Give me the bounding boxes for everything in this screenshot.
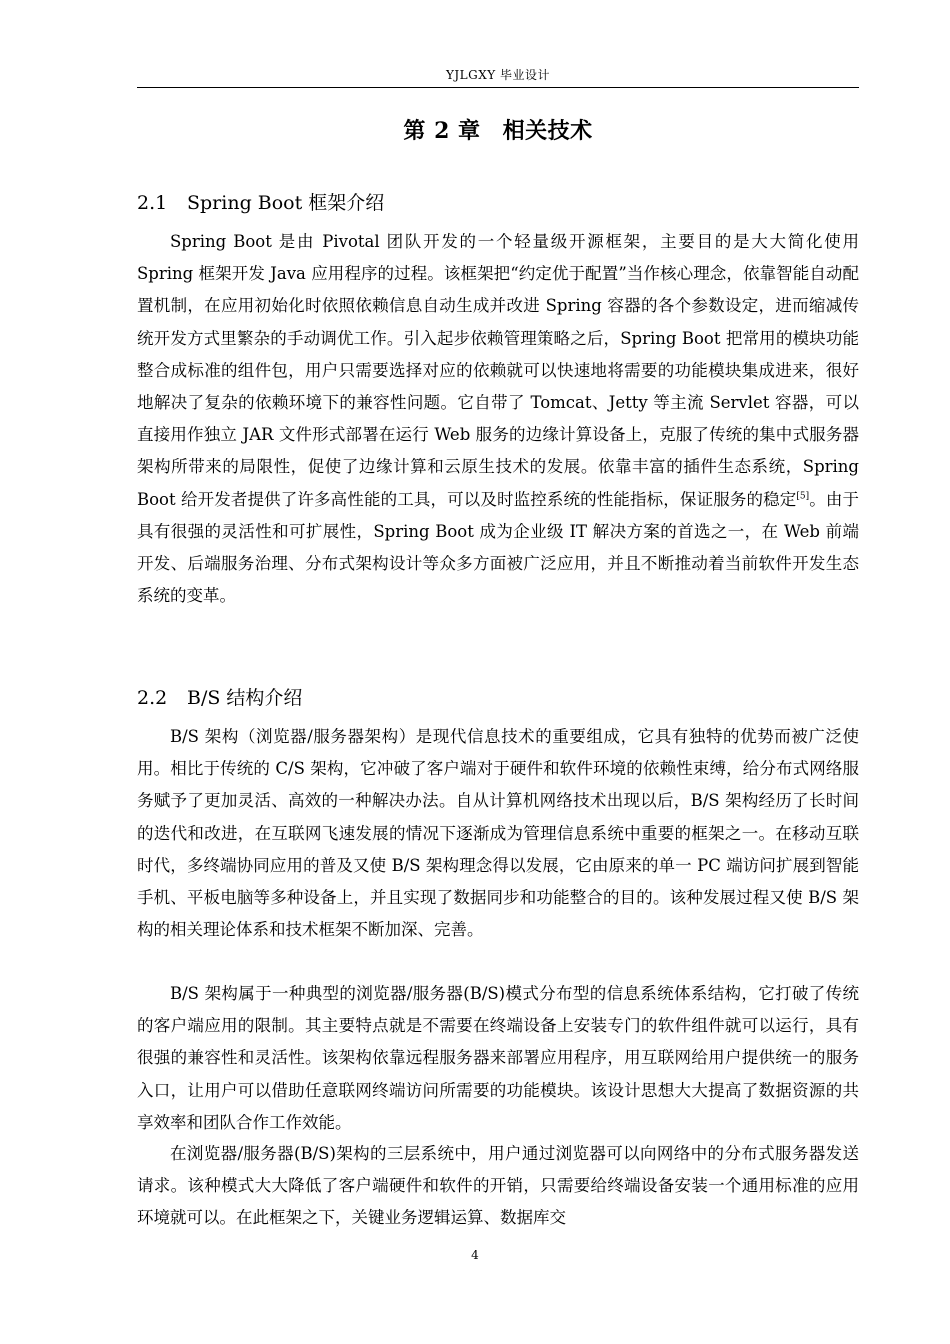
- paragraph-text: Spring Boot 是由 Pivotal 团队开发的一个轻量级开源框架，主要目的是大大简化使用 Spring 框架开发 Java 应用程序的过程。该框架把“约定优于配置”当作核心理念，依靠智能自动配置机制，在应用初始化时依照依赖信息自动生成并改进 Spring 容器的各个参数设定，进而缩减传统开发方式里繁杂的手动调优工作。引入起步依赖管理策略之后，Spring Boot 把常用的模块功能整合成标准的组件包，用户只需要选择对应的依赖就可以快速地将需要的功能模块集成进来，很好地解决了复杂的依赖环境下的兼容性问题。它自带了 Tomcat、Jetty 等主流 Servlet 容器，可以直接用作独立 JAR 文件形式部署在运行 Web 服务的边缘计算设备上，克服了传统的集中式服务器架构所带来的局限性，促使了边缘计算和云原生技术的发展。依靠丰富的插件生态系统，Spring Boot 给开发者提供了许多高性能的工具，可以及时监控系统的性能指标，保证服务的稳定: [137, 232, 859, 509]
- chapter-number: 第 2 章: [403, 118, 481, 144]
- section-number: 2.2: [137, 687, 168, 709]
- section-title: B/S 结构介绍: [187, 687, 303, 709]
- paragraph-spring-boot: [137, 226, 859, 612]
- section-title: Spring Boot 框架介绍: [187, 192, 385, 214]
- chapter-title: [137, 114, 859, 145]
- page-header: [137, 67, 859, 88]
- paragraph-bs-intro: B/S 架构（浏览器/服务器架构）是现代信息技术的重要组成，它具有独特的优势而被广泛使用。相比于传统的 C/S 架构，它冲破了客户端对于硬件和软件环境的依赖性束缚，给分布式网络服务赋予了更加灵活、高效的一种解决办法。自从计算机网络技术出现以后，B/S 架构经历了长时间的迭代和改进，在互联网飞速发展的情况下逐渐成为管理信息系统中重要的框架之一。在移动互联时代，多终端协同应用的普及又使 B/S 架构理念得以发展，它由原来的单一 PC 端访问扩展到智能手机、平板电脑等多种设备上，并且实现了数据同步和功能整合的目的。该种发展过程又使 B/S 架构的相关理论体系和技术框架不断加深、完善。: [137, 727, 859, 940]
- section-heading-2-2: [137, 683, 302, 710]
- section-number: 2.1: [137, 192, 168, 214]
- page-number: 4: [471, 1248, 479, 1262]
- section-heading-2-1: [137, 188, 384, 215]
- paragraph-bs-three-tier: 在浏览器/服务器(B/S)架构的三层系统中，用户通过浏览器可以向网络中的分布式服务器发送请求。该种模式大大降低了客户端硬件和软件的开销，只需要给终端设备安装一个通用标准的应用环境就可以。在此框架之下，关键业务逻辑运算、数据库交: [137, 1144, 859, 1228]
- paragraph-text-cont: 。由于具有很强的灵活性和可扩展性，Spring Boot 成为企业级 IT 解决方案的首选之一，在 Web 前端开发、后端服务治理、分布式架构设计等众多方面被广泛应用，并且不断推动着当前软件开发生态系统的变革。: [137, 489, 860, 606]
- citation-ref: [5]: [796, 491, 810, 502]
- paragraph-bs-pattern: B/S 架构属于一种典型的浏览器/服务器(B/S)模式分布型的信息系统体系结构，它打破了传统的客户端应用的限制。其主要特点就是不需要在终端设备上安装专门的软件组件就可以运行，具有很强的兼容性和灵活性。该架构依靠远程服务器来部署应用程序，用互联网给用户提供统一的服务入口，让用户可以借助任意联网终端访问所需要的功能模块。该设计思想大大提高了数据资源的共享效率和团队合作工作效能。: [137, 984, 859, 1132]
- chapter-name: 相关技术: [502, 118, 593, 144]
- header-text: YJLGXY 毕业设计: [445, 68, 551, 82]
